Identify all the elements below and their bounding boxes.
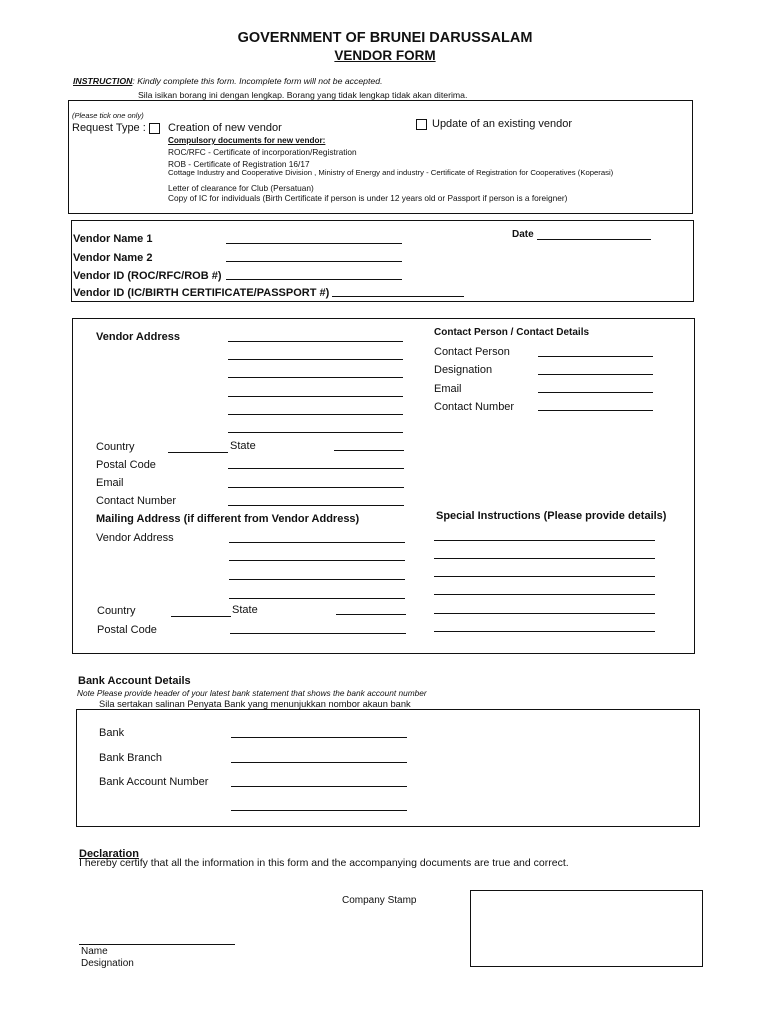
signature-line[interactable] [79,944,235,945]
declaration-title: Declaration [79,848,139,860]
postal-code-label: Postal Code [96,459,156,471]
option-new-vendor: Creation of new vendor [168,122,282,134]
contact-details-title: Contact Person / Contact Details [434,327,590,338]
special-instructions-line[interactable] [434,631,655,632]
vendor-id-roc-field[interactable] [226,279,402,280]
doc-item: Copy of IC for individuals (Birth Certificate if person is under 12 years old or Passport if person is a foreigner) [168,193,568,203]
state-label: State [230,440,256,452]
special-instructions-title: Special Instructions (Please provide details) [436,510,667,522]
company-stamp-box[interactable] [470,890,703,967]
tick-note: (Please tick one only) [72,111,144,120]
contact-person-label: Contact Person [434,346,510,358]
bank-field[interactable] [231,737,407,738]
special-instructions-line[interactable] [434,576,655,577]
name-label: Name [81,946,108,957]
form-title: GOVERNMENT OF BRUNEI DARUSSALAM [237,30,533,46]
vendor-name1-label: Vendor Name 1 [73,233,153,245]
declaration-text: I hereby certify that all the information in this form and the accompanying documents are true and correct. [79,857,569,869]
email-label: Email [96,477,124,489]
bank-account-number-field-2[interactable] [231,810,407,811]
designation-label: Designation [434,364,493,376]
mailing-country-label: Country [97,605,136,617]
instruction-text-ms: Sila isikan borang ini dengan lengkap. Borang yang tidak lengkap tidak akan diterima. [138,90,468,100]
email-field[interactable] [228,487,404,488]
docs-title: Compulsory documents for new vendor: [168,136,326,145]
bank-note-en: Note Please provide header of your latest bank statement that shows the bank account number [77,688,427,698]
mailing-postal-code-field[interactable] [230,633,406,634]
update-vendor-checkbox[interactable] [416,119,427,130]
contact-number-field[interactable] [228,505,404,506]
country-field[interactable] [168,452,228,453]
doc-item: Cottage Industry and Cooperative Division , Ministry of Energy and industry - Certificate of Registration for Cooperatives (Koperasi) [168,168,614,177]
postal-code-field[interactable] [228,468,404,469]
instruction-text-en: : Kindly complete this form. Incomplete form will not be accepted. [132,76,383,86]
bank-branch-label: Bank Branch [99,752,162,764]
mailing-country-field[interactable] [171,616,231,617]
mailing-address-line[interactable] [229,542,405,543]
mailing-vendor-address-label: Vendor Address [96,532,174,544]
contact-number2-field[interactable] [538,410,653,411]
mailing-address-line[interactable] [229,560,405,561]
special-instructions-line[interactable] [434,540,655,541]
contact-number2-label: Contact Number [434,401,515,413]
contact-email-label: Email [434,383,462,395]
new-vendor-checkbox[interactable] [149,123,160,134]
form-subtitle: VENDOR FORM [334,48,436,63]
vendor-id-ic-field[interactable] [332,296,464,297]
date-label: Date [512,229,534,240]
mailing-state-label: State [232,604,258,616]
designation-field[interactable] [538,374,653,375]
vendor-name2-label: Vendor Name 2 [73,252,153,264]
designation-label-footer: Designation [81,958,134,969]
vendor-address-line[interactable] [228,396,403,397]
country-label: Country [96,441,135,453]
vendor-id-roc-label: Vendor ID (ROC/RFC/ROB #) [73,270,222,282]
contact-number-label: Contact Number [96,495,177,507]
vendor-address-label: Vendor Address [96,331,180,343]
bank-account-number-label: Bank Account Number [99,776,209,788]
vendor-address-line[interactable] [228,359,403,360]
vendor-id-ic-label: Vendor ID (IC/BIRTH CERTIFICATE/PASSPORT #) [73,287,330,299]
request-type-label: Request Type : [72,122,146,134]
mailing-address-line[interactable] [229,598,405,599]
special-instructions-line[interactable] [434,613,655,614]
option-update-vendor: Update of an existing vendor [432,118,573,130]
bank-section-title: Bank Account Details [78,675,191,687]
contact-email-field[interactable] [538,392,653,393]
mailing-state-field[interactable] [336,614,406,615]
vendor-address-line[interactable] [228,341,403,342]
bank-branch-field[interactable] [231,762,407,763]
state-field[interactable] [334,450,404,451]
company-stamp-label: Company Stamp [342,895,417,906]
mailing-postal-code-label: Postal Code [97,624,157,636]
bank-note-ms: Sila sertakan salinan Penyata Bank yang menunjukkan nombor akaun bank [99,699,411,709]
vendor-name2-field[interactable] [226,261,402,262]
doc-item: ROC/RFC - Certificate of incorporation/Registration [168,147,357,157]
bank-label: Bank [99,727,125,739]
doc-item: ROB - Certificate of Registration 16/17 [168,159,310,169]
special-instructions-line[interactable] [434,594,655,595]
bank-account-number-field[interactable] [231,786,407,787]
vendor-address-line[interactable] [228,432,403,433]
mailing-address-title: Mailing Address (if different from Vendor Address) [96,513,360,525]
mailing-address-line[interactable] [229,579,405,580]
instruction-line [73,76,383,86]
instruction-label: INSTRUCTION [73,76,133,86]
date-field[interactable] [537,239,651,240]
vendor-address-line[interactable] [228,414,403,415]
address-contact-section [72,318,695,654]
vendor-name1-field[interactable] [226,243,402,244]
contact-person-field[interactable] [538,356,653,357]
doc-item: Letter of clearance for Club (Persatuan) [168,183,314,193]
vendor-address-line[interactable] [228,377,403,378]
special-instructions-line[interactable] [434,558,655,559]
